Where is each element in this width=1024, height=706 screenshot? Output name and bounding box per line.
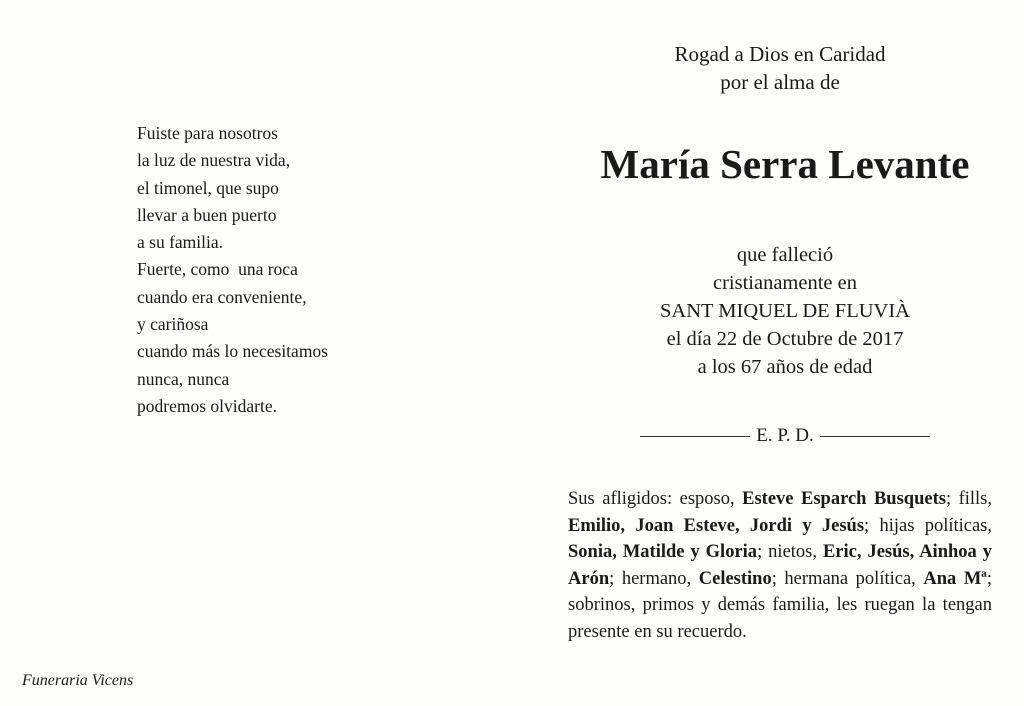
prayer-line-2: por el alma de: [720, 70, 840, 94]
mourner-name: Esteve Esparch Busquets: [742, 489, 946, 509]
mourner-text: Sus afligidos: esposo,: [568, 489, 743, 509]
funeral-home-label: Funeraria Vicens: [22, 672, 134, 689]
details-place: SANT MIQUEL DE FLUVIÀ: [660, 300, 910, 322]
prayer-header: [610, 40, 950, 96]
poem-line: la luz de nuestra vida,: [137, 150, 291, 171]
epd-divider: [640, 422, 930, 450]
poem-line: el timonel, que supo: [137, 177, 279, 198]
mourner-name: Ana Mª: [923, 568, 987, 589]
mourner-name: Eric, Jesús, Ainhoa y Arón: [568, 542, 992, 589]
poem: [137, 120, 328, 420]
divider-rule-left: [640, 436, 750, 437]
mourner-name: Celestino: [698, 568, 772, 589]
deceased-name: María Serra Levante: [600, 141, 970, 187]
details-date: el día 22 de Octubre de 2017: [666, 328, 904, 350]
prayer-line-1: Rogad a Dios en Caridad: [674, 42, 886, 66]
poem-line: nunca, nunca: [137, 368, 230, 389]
poem-line: podremos olvidarte.: [137, 395, 277, 416]
details-line-1: que falleció: [736, 244, 834, 266]
details-age: a los 67 años de edad: [697, 356, 873, 378]
death-details: [590, 241, 980, 381]
mourner-text: ; hermano,: [609, 568, 699, 589]
mourner-text: ; hermana política,: [771, 568, 924, 589]
poem-line: Fuerte, como una roca: [137, 259, 298, 280]
divider-rule-right: [820, 436, 930, 437]
details-line-2: cristianamente en: [712, 272, 857, 294]
mourners-paragraph: [568, 486, 992, 646]
mourner-text: ; hijas políticas,: [864, 515, 993, 536]
poem-line: a su familia.: [137, 232, 224, 253]
poem-line: y cariñosa: [137, 314, 209, 335]
poem-line: llevar a buen puerto: [137, 204, 277, 225]
mourner-name: Sonia, Matilde y Gloria: [568, 542, 758, 563]
mourner-text: ; sobrinos, primos y demás familia, les ruegan la tengan presente en su recuerdo.: [568, 568, 992, 642]
mourner-text: ; fills,: [945, 489, 993, 509]
poem-line: cuando era conveniente,: [137, 286, 307, 307]
mourner-name: Emilio, Joan Esteve, Jordi y Jesús: [568, 515, 865, 536]
poem-line: cuando más lo necesitamos: [137, 341, 328, 362]
poem-line: Fuiste para nosotros: [137, 123, 278, 143]
mourner-text: ; nietos,: [757, 542, 823, 563]
epd-text: E. P. D.: [756, 425, 814, 446]
